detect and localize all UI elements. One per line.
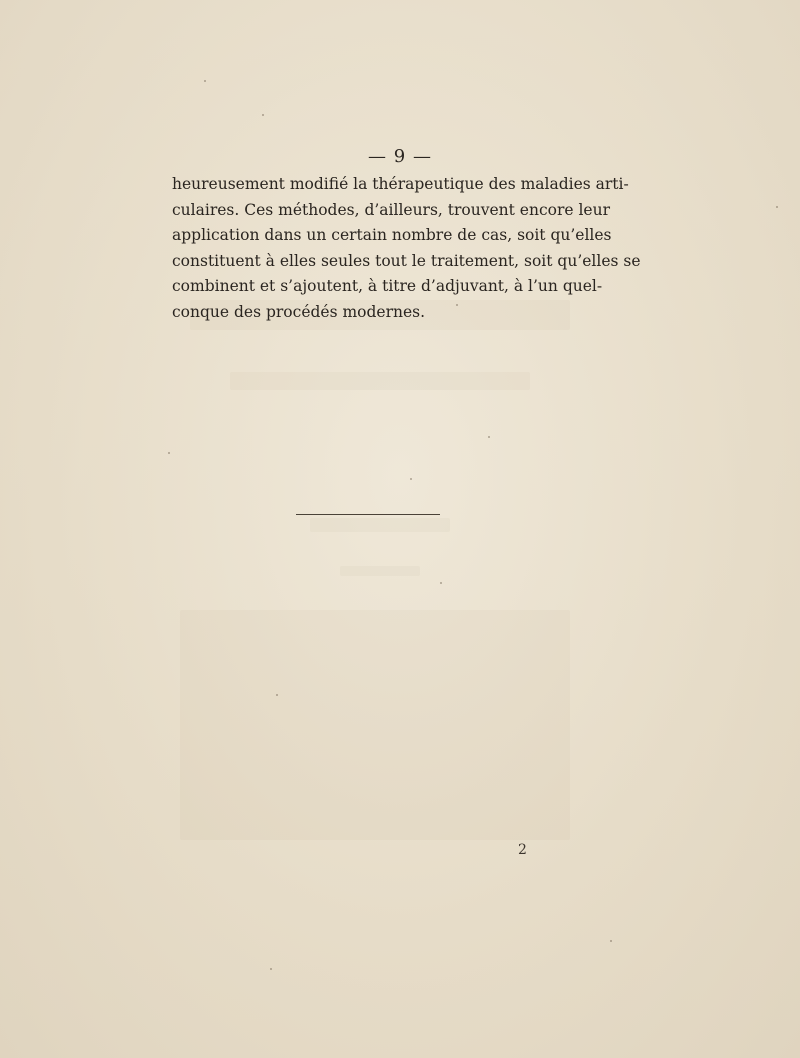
paragraph-line: culaires. Ces méthodes, d’ailleurs, trouvent encore leur [172, 200, 610, 219]
paragraph-line: heureusement modifié la thérapeutique des maladies arti- [172, 175, 629, 193]
section-divider [296, 514, 440, 515]
paper-speck [440, 582, 442, 584]
page-number: — 9 — [368, 146, 432, 167]
paragraph-line: constituent à elles seules tout le traitement, soit qu’elles se [172, 251, 641, 270]
body-paragraph [172, 172, 641, 326]
paper-speck [276, 694, 278, 696]
signature-mark: 2 [518, 842, 527, 858]
paper-speck [262, 114, 264, 116]
paper-speck [488, 436, 490, 438]
paper-speck [270, 968, 272, 970]
paragraph-line: conque des procédés modernes. [172, 302, 426, 321]
paper-speck [410, 478, 412, 480]
paragraph-line: combinent et s’ajoutent, à titre d’adjuvant, à l’un quel- [172, 277, 603, 296]
paragraph-line: application dans un certain nombre de cas, soit qu’elles [172, 226, 612, 245]
paper-speck [776, 206, 778, 208]
paper-speck [566, 236, 568, 238]
paper-speck [204, 80, 206, 82]
paper-speck [168, 452, 170, 454]
paper-speck [456, 304, 458, 306]
paper-speck [610, 940, 612, 942]
